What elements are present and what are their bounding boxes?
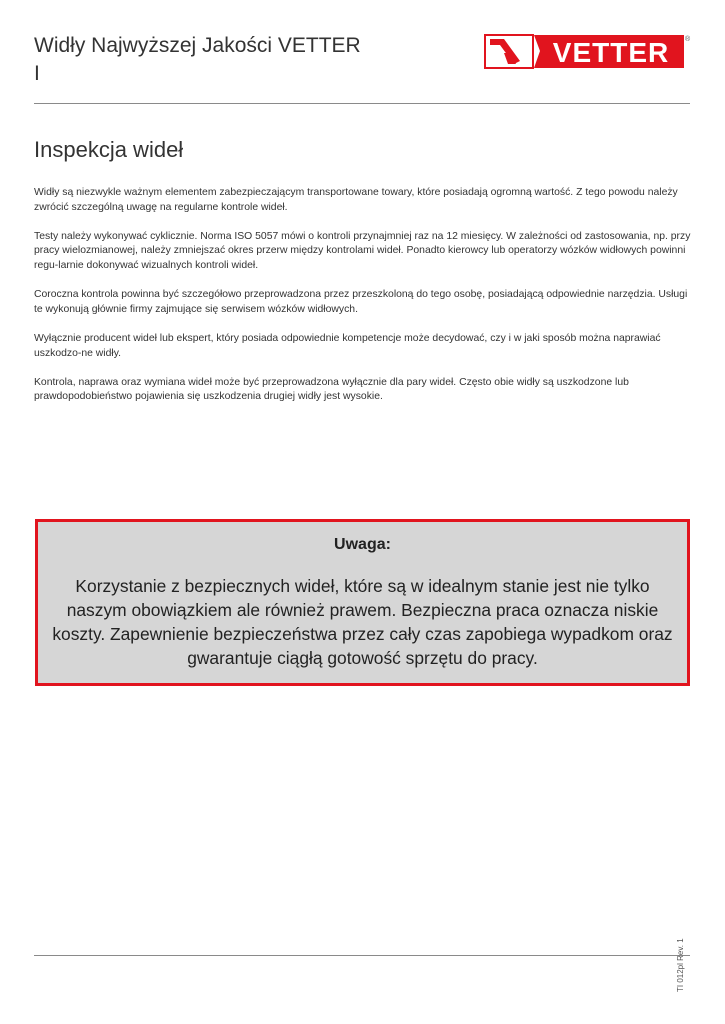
footer-divider [34,955,690,956]
vetter-logo [484,33,692,71]
warning-notice-box [35,519,690,686]
notice-text: Korzystanie z bezpiecznych wideł, które są w idealnym stanie jest nie tylko naszym obowiązkiem ale również prawem. Bezpieczna praca oznacza niskie koszty. Zapewnienie bezpieczeństwa przez cały czas zapobiega wypadkom oraz gwarantuje ciągłą gotowość sprzętu do pracy. [52,576,673,668]
body-text [34,186,692,420]
paragraph: Wyłącznie producent wideł lub ekspert, który posiada odpowiednie kompetencje może decydować, czy i w jaki sposób można naprawiać uszkodzo-ne widły. [34,332,661,359]
paragraph: Widły są niezwykle ważnym elementem zabezpieczającym transportowane towary, które posiadają ogromną wartość. Z tego powodu należy zwrócić szczególną uwagę na regularne kontrole wideł. [34,187,678,213]
section-title: Inspekcja wideł [34,137,184,162]
notice-title: Uwaga: [334,536,391,553]
registered-mark: ® [685,36,691,43]
document-header [34,32,454,88]
paragraph: Coroczna kontrola powinna być szczegółowo przeprowadzona przez przeszkoloną do tego osobę, posiadającą odpowiednie narzędzia. Usługi te wykonują głównie firmy zajmujące się serwisem wózków widłowych. [34,289,688,315]
paragraph: Kontrola, naprawa oraz wymiana wideł może być przeprowadzona wyłącznie dla pary wideł. Często obie widły są uszkodzone lub prawdopodobieństwo pojawienia się uszkodzenia drugiej widły jest wysokie. [34,376,629,403]
document-title: Widły Najwyższej Jakości VETTER [34,34,361,57]
document-reference: TI 012pl Rev. 1 [676,938,685,992]
document-subtitle: I [34,62,40,85]
paragraph: Testy należy wykonywać cyklicznie. Norma ISO 5057 mówi o kontroli przynajmniej raz na 12 miesięcy. W zależności od zastosowania, np. przy pracy wielozmianowej, należy zmniejszać okres przerw między kontrolami wideł. Ponadto kierowcy lub operatorzy wózków widłowych powinni regu-larnie dokonywać wizualnych kontroli wideł. [34,230,691,271]
header-divider [34,103,690,104]
logo-wordmark: VETTER [552,37,670,68]
